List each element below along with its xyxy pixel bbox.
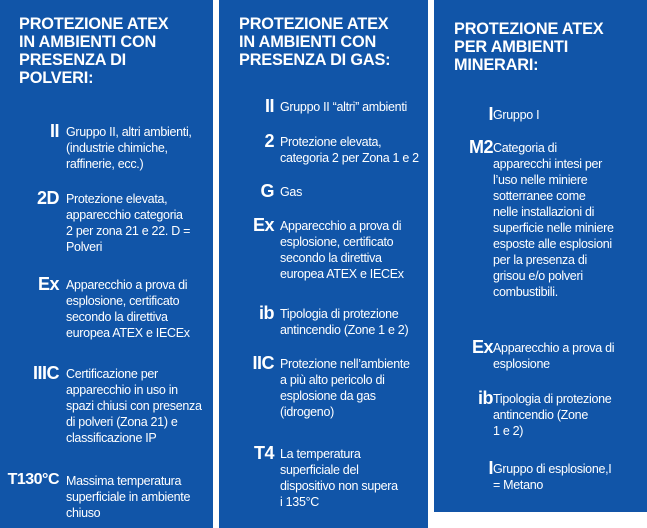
- column-dust: [0, 0, 213, 528]
- item-code: T130°C: [7, 471, 59, 488]
- column-title: PROTEZIONE ATEX PER AMBIENTI MINERARI:: [454, 19, 604, 74]
- item-code: Ex: [471, 337, 493, 357]
- item-code: I: [488, 104, 493, 124]
- item-code: M2: [468, 137, 493, 157]
- item-code: ib: [259, 303, 274, 323]
- item-code: Ex: [252, 215, 274, 235]
- column-gas: [219, 0, 428, 528]
- column-title: PROTEZIONE ATEX IN AMBIENTI CON PRESENZA DI POLVERI:: [19, 14, 169, 87]
- item-description: Categoria di apparecchi intesi per l’uso nelle miniere sotterranee come nelle installazioni di superficie nelle miniere esposte alle esplosioni per la presenza di grisou e/o polveri combustibili.: [493, 141, 614, 299]
- item-code: II: [264, 96, 274, 116]
- item-code: IIIC: [32, 363, 59, 383]
- item-description: Apparecchio a prova di esplosione, certificato secondo la direttiva europea ATEX e IECEx: [280, 219, 404, 281]
- item-code: Ex: [37, 274, 59, 294]
- item-code: ib: [478, 388, 493, 408]
- item-description: Gruppo II “altri” ambienti: [280, 100, 407, 114]
- item-code: 2: [264, 131, 274, 151]
- item-description: Protezione nell’ambiente a più alto pericolo di esplosione da gas (idrogeno): [280, 357, 410, 419]
- item-description: Gruppo I: [493, 108, 540, 122]
- item-description: Gruppo II, altri ambienti, (industrie chimiche, raffinerie, ecc.): [66, 125, 192, 171]
- item-description: Apparecchio a prova di esplosione: [493, 341, 615, 371]
- item-description: Tipologia di protezione antincendio (Zone 1 e 2): [493, 392, 612, 438]
- item-description: Tipologia di protezione antincendio (Zone 1 e 2): [280, 307, 409, 337]
- item-code: II: [49, 121, 59, 141]
- item-description: La temperatura superficiale del dispositivo non supera i 135°C: [280, 447, 398, 509]
- item-description: Certificazione per apparecchio in uso in spazi chiusi con presenza di polveri (Zona 21) e classificazione IP: [66, 367, 202, 445]
- item-description: Gas: [280, 185, 303, 199]
- item-description: Gruppo di esplosione,I = Metano: [493, 462, 612, 492]
- item-code: IIC: [252, 353, 274, 373]
- item-code: 2D: [36, 188, 59, 208]
- item-code: T4: [253, 443, 274, 463]
- item-description: Massima temperatura superficiale in ambiente chiuso: [66, 474, 191, 520]
- item-description: Protezione elevata, apparecchio categoria 2 per zona 21 e 22. D = Polveri: [66, 192, 191, 254]
- item-description: Apparecchio a prova di esplosione, certificato secondo la direttiva europea ATEX e IECEx: [66, 278, 190, 340]
- column-title: PROTEZIONE ATEX IN AMBIENTI CON PRESENZA DI GAS:: [239, 14, 391, 69]
- column-mining: [434, 0, 647, 512]
- item-code: G: [260, 181, 274, 201]
- item-description: Protezione elevata, categoria 2 per Zona 1 e 2: [280, 135, 419, 165]
- item-code: I: [488, 458, 493, 478]
